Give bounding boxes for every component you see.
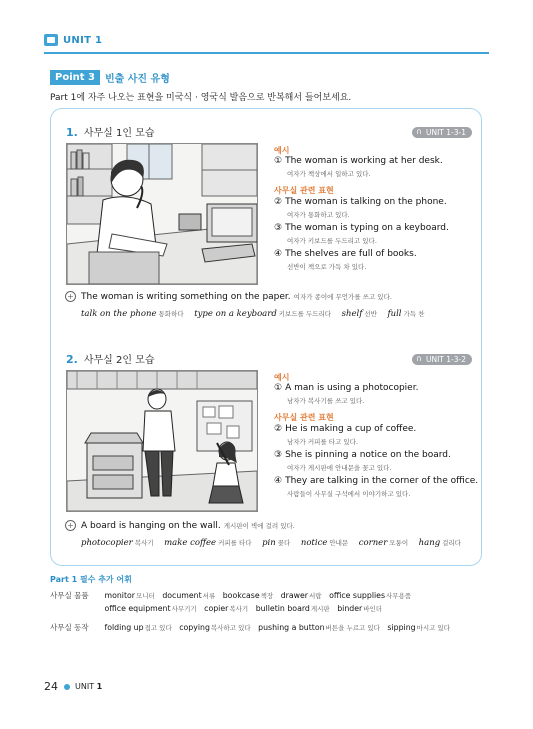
related-sentence bbox=[274, 450, 451, 460]
unit-header bbox=[44, 30, 102, 50]
vocab-term: copier bbox=[204, 604, 229, 613]
vocab-meaning: 사무용품 bbox=[386, 592, 412, 600]
sentence-translation: 남자가 커피를 타고 있다. bbox=[287, 438, 359, 446]
vocab-meaning: 접고 있다 bbox=[144, 624, 172, 632]
office-two-people-drawing bbox=[67, 371, 257, 511]
sentence-number: ② bbox=[274, 424, 283, 434]
office-one-person-drawing bbox=[67, 144, 257, 284]
vocab-meaning: 복사기 bbox=[229, 605, 249, 613]
vocab-meaning: 책장 bbox=[260, 592, 274, 600]
vocab-term: bulletin board bbox=[255, 604, 310, 613]
sentence-translation: 남자가 복사기를 쓰고 있다. bbox=[287, 397, 365, 405]
section-number: 1. bbox=[66, 126, 78, 139]
section-1-title bbox=[66, 124, 155, 139]
sentence-translation: 사람들이 사무실 구석에서 이야기하고 있다. bbox=[287, 490, 411, 498]
vocab-meaning: 통화하다 bbox=[158, 310, 184, 318]
sentence-number: ① bbox=[274, 383, 283, 393]
extra-expression bbox=[65, 520, 295, 531]
vocab-term: office supplies bbox=[329, 591, 386, 600]
vocab-meaning: 모퉁이 bbox=[389, 539, 409, 547]
sentence-text: The woman is typing on a keyboard. bbox=[285, 223, 449, 233]
sentence-text: He is making a cup of coffee. bbox=[285, 424, 417, 434]
audio-track-tag[interactable]: ∩ UNIT 1-3-1 bbox=[412, 127, 472, 138]
vocab-term: full bbox=[387, 309, 402, 319]
example-sentence bbox=[274, 156, 443, 166]
related-sentence bbox=[274, 476, 478, 486]
vocab-meaning: 마시고 있다 bbox=[416, 624, 451, 632]
point-heading bbox=[50, 70, 170, 85]
vocab-term: type on a keyboard bbox=[194, 309, 277, 319]
vocab-term: pushing a button bbox=[258, 623, 325, 632]
footer-dot-icon bbox=[64, 684, 70, 690]
page-footer bbox=[44, 680, 102, 693]
must-vocab-row bbox=[50, 622, 455, 633]
vocab-term: pin bbox=[262, 538, 276, 548]
vocab-term: shelf bbox=[341, 309, 363, 319]
vocab-meaning: 가득 찬 bbox=[403, 310, 425, 318]
related-sentence bbox=[274, 424, 416, 434]
example-label: 예시 bbox=[274, 146, 290, 155]
sentence-text: They are talking in the corner of the office. bbox=[285, 476, 479, 486]
page-number: 24 bbox=[44, 680, 58, 693]
instruction-text: Part 1에 자주 나오는 표현을 미국식 · 영국식 발음으로 반복해서 들어보세요. bbox=[50, 93, 352, 103]
vocab-meaning: 걸리다 bbox=[442, 539, 461, 547]
footer-unit-number: 1 bbox=[96, 682, 103, 691]
related-expressions-label: 사무실 관련 표현 bbox=[274, 186, 334, 195]
related-expressions-label: 사무실 관련 표현 bbox=[274, 413, 334, 422]
footer-unit-prefix: UNIT bbox=[75, 682, 95, 691]
vocab-category: 사무실 동작 bbox=[50, 623, 89, 632]
point-badge: Point 3 bbox=[50, 70, 100, 85]
sentence-translation: 여자가 통화하고 있다. bbox=[287, 211, 350, 219]
related-sentence bbox=[274, 249, 417, 259]
sentence-translation: 선반이 책으로 가득 차 있다. bbox=[287, 263, 367, 271]
vocab-list bbox=[81, 309, 432, 319]
vocab-meaning: 꽂다 bbox=[277, 539, 291, 547]
sentence-text: The shelves are full of books. bbox=[285, 249, 417, 259]
vocab-term: binder bbox=[337, 604, 363, 613]
extra-text: The woman is writing something on the paper. bbox=[81, 291, 291, 302]
vocab-meaning: 복사하고 있다 bbox=[210, 624, 251, 632]
must-vocab-row bbox=[50, 604, 387, 613]
sentence-number: ③ bbox=[274, 450, 283, 460]
related-sentence bbox=[274, 223, 449, 233]
book-icon bbox=[44, 34, 58, 46]
example-label: 예시 bbox=[274, 373, 290, 382]
vocab-meaning: 서랍 bbox=[309, 592, 322, 600]
section-name: 사무실 2인 모습 bbox=[83, 355, 155, 366]
office-two-people-illustration bbox=[66, 370, 258, 512]
plus-icon: + bbox=[65, 291, 76, 302]
vocab-term: corner bbox=[358, 538, 388, 548]
vocab-term: sipping bbox=[387, 623, 416, 632]
office-one-person-illustration bbox=[66, 143, 258, 285]
content-card bbox=[50, 108, 482, 566]
audio-track-tag[interactable]: ∩ UNIT 1-3-2 bbox=[412, 354, 472, 365]
sentence-translation: 여자가 책상에서 일하고 있다. bbox=[287, 170, 371, 178]
vocab-term: make coffee bbox=[164, 538, 217, 548]
sentence-number: ④ bbox=[274, 249, 283, 259]
sentence-number: ③ bbox=[274, 223, 283, 233]
extra-expression bbox=[65, 291, 392, 302]
sentence-number: ④ bbox=[274, 476, 283, 486]
vocab-meaning: 커피를 타다 bbox=[218, 539, 252, 547]
vocab-meaning: 게시판 bbox=[310, 605, 330, 613]
vocab-meaning: 서류 bbox=[202, 592, 216, 600]
sentence-translation: 여자가 키보드를 두드리고 있다. bbox=[287, 237, 377, 245]
footer-unit-label bbox=[75, 682, 102, 691]
vocab-meaning: 선반 bbox=[364, 310, 377, 318]
vocab-term: photocopier bbox=[81, 538, 133, 548]
must-vocab-row bbox=[50, 590, 416, 601]
sentence-text: A man is using a photocopier. bbox=[285, 383, 419, 393]
vocab-term: monitor bbox=[104, 591, 135, 600]
related-sentence bbox=[274, 197, 447, 207]
sentence-text: She is pinning a notice on the board. bbox=[285, 450, 451, 460]
point-title: 빈출 사진 유형 bbox=[104, 74, 170, 85]
vocab-meaning: 사무기기 bbox=[171, 605, 197, 613]
vocab-term: copying bbox=[179, 623, 210, 632]
extra-text: A board is hanging on the wall. bbox=[81, 520, 221, 531]
vocab-term: folding up bbox=[104, 623, 144, 632]
sentence-number: ① bbox=[274, 156, 283, 166]
vocab-meaning: 모니터 bbox=[136, 592, 155, 600]
vocab-meaning: 키보드를 두드리다 bbox=[278, 310, 332, 318]
vocab-list bbox=[81, 538, 469, 548]
section-name: 사무실 1인 모습 bbox=[83, 128, 155, 139]
header-divider bbox=[44, 52, 489, 54]
vocab-term: bookcase bbox=[222, 591, 260, 600]
must-vocab-title: Part 1 필수 추가 어휘 bbox=[50, 575, 132, 584]
vocab-term: hang bbox=[418, 538, 441, 548]
extra-translation: 여자가 종이에 무언가를 쓰고 있다. bbox=[293, 293, 392, 301]
extra-translation: 게시판이 벽에 걸려 있다. bbox=[223, 522, 295, 530]
section-2-title bbox=[66, 351, 155, 366]
vocab-term: document bbox=[162, 591, 202, 600]
sentence-number: ② bbox=[274, 197, 283, 207]
vocab-term: drawer bbox=[280, 591, 309, 600]
example-sentence bbox=[274, 383, 418, 393]
vocab-term: talk on the phone bbox=[81, 309, 157, 319]
vocab-meaning: 버튼을 누르고 있다 bbox=[325, 624, 380, 632]
vocab-meaning: 안내문 bbox=[329, 539, 349, 547]
vocab-term: notice bbox=[300, 538, 328, 548]
plus-icon: + bbox=[65, 520, 76, 531]
vocab-meaning: 복사기 bbox=[134, 539, 154, 547]
vocab-category: 사무실 물품 bbox=[50, 591, 89, 600]
vocab-term: office equipment bbox=[104, 604, 171, 613]
sentence-translation: 여자가 게시판에 안내문을 꽂고 있다. bbox=[287, 464, 392, 472]
section-number: 2. bbox=[66, 353, 78, 366]
unit-label: UNIT 1 bbox=[63, 34, 103, 46]
vocab-meaning: 바인더 bbox=[363, 605, 383, 613]
sentence-text: The woman is talking on the phone. bbox=[285, 197, 447, 207]
sentence-text: The woman is working at her desk. bbox=[285, 156, 443, 166]
